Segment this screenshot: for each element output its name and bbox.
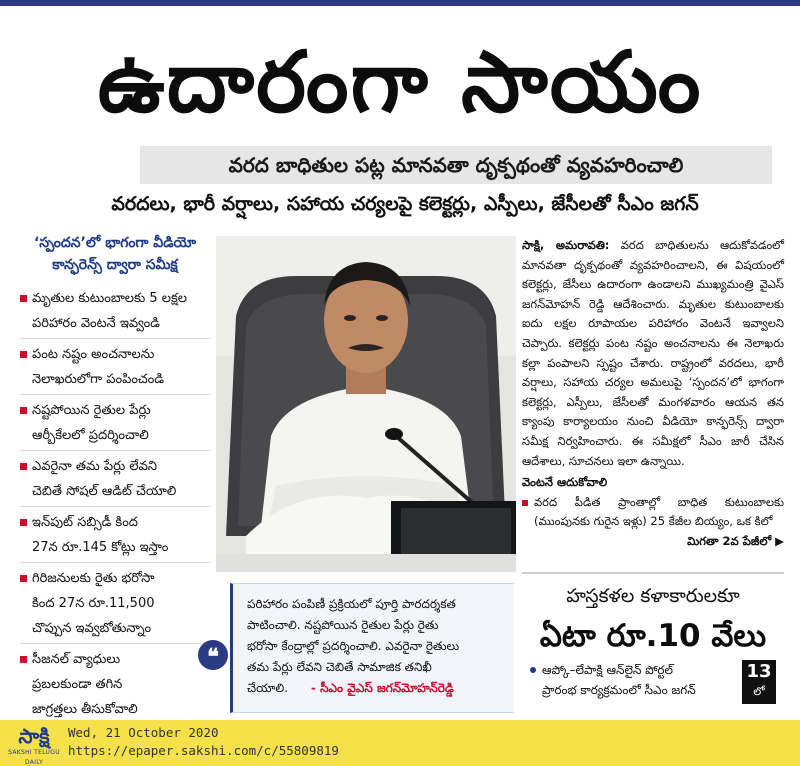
headline: ఉదారంగా సాయం: [97, 33, 703, 131]
bullet-text: నష్టపోయిన రైతుల పేర్లు: [32, 403, 151, 418]
quote-line-last: [247, 678, 504, 699]
quote-attribution: - సీఎం వైఎస్ జగన్‌మోహన్‌రెడ్డి: [310, 681, 454, 695]
article-paragraph: [522, 236, 784, 471]
bullet-text: ఆర్బీకేలలో ప్రదర్శించాలి: [32, 428, 149, 443]
quote-box: [230, 583, 514, 713]
kicker-line-1: ‘స్పందన’లో భాగంగా వీడియో: [33, 235, 197, 251]
page-marker[interactable]: [742, 660, 776, 704]
bullet-text: ఎవరైనా తమ పేర్లు లేవని: [32, 459, 158, 474]
footer-url[interactable]: https://epaper.sakshi.com/c/55809819: [68, 743, 339, 758]
article-body: [522, 236, 784, 552]
bullet-text: గిరిజనులకు రైతు భరోసా: [32, 571, 155, 586]
bullet-text: నెలాఖరులోగా పంపించండి: [32, 372, 165, 387]
page-suffix: లో: [753, 685, 765, 698]
portrait-illustration: [216, 236, 516, 572]
story2-headline-2: ఏటా రూ.10 వేలు: [539, 618, 767, 654]
top-rule: [0, 0, 800, 6]
paragraph-text: వరద బాధితులను ఆదుకోవడంలో మానవతా దృక్పథంతో వ్యవహరించాలని, ఈ విషయంలో కలెక్టర్లు, జేసీలు ఉదారంగా ఉండాలని ముఖ్యమంత్రి వైఎస్ జగన్‌మోహన్ రెడ్డి ఆదేశించారు. మృతుల కుటుంబాలకు ఐదు లక్షల రూపాయల పరిహారం వెంటనే ఇవ్వాలని చెప్పారు. కలెక్టర్లు పంట నష్టం అంచనాలను ఈ నెలాఖరు కల్లా పంపాలని స్పష్టం చేశారు. రాష్ట్రంలో వరదలు, భారీ వర్షాలు, సహాయ చర్యల అమలుపై ‘స్పందన’లో భాగంగా కలెక్టర్లు, ఎస్పీలు, జేసీలతో మంగళవారం ఆయన తన క్యాంపు కార్యాలయం నుంచి వీడియో కాన్ఫరెన్స్ ద్వారా సమీక్ష నిర్వహించారు. ఈ సమీక్షలో సీఎం జారీ చేసిన ఆదేశాలు, సూచనలు ఇలా ఉన్నాయి.: [522, 238, 784, 468]
bullet-text: ఇన్‌పుట్ సబ్సిడీ కింద: [32, 515, 138, 530]
bullet-text: పరిహారం వెంటనే ఇవ్వండి: [32, 316, 160, 331]
logo-subtext: SAKSHI TELUGU DAILY: [8, 749, 60, 766]
kicker: [20, 232, 210, 276]
logo-text: సాక్షి: [18, 724, 50, 748]
quote-line: పరిహారం పంపిణీ ప్రక్రియలో పూర్తి పారదర్శకత: [247, 597, 456, 611]
bullet-text: చెబితే సోషల్ ఆడిట్ చేయాలి: [32, 484, 177, 499]
bullet-item: [20, 398, 210, 451]
footer-info: [68, 724, 339, 760]
bullet-text: మృతుల కుటుంబాలకు 5 లక్షల: [32, 291, 188, 306]
article-subhead: వెంటనే ఆదుకోవాలి: [522, 475, 608, 490]
quote-line: పాటించాలి. నష్టపోయిన రైతుల పేర్లు రైతు: [247, 618, 439, 632]
dateline: సాక్షి, అమరావతి:: [522, 238, 610, 252]
quote-line: చేయాలి.: [247, 681, 289, 695]
quote-line: తమ పేర్లు లేవని చెబితే సామాజిక తనిఖీ: [247, 660, 432, 674]
quote-line: భరోసా కేంద్రాల్లో ప్రదర్శించాలి. ఎవరైనా రైతులు: [247, 639, 460, 653]
story2-bullet: [530, 660, 735, 700]
news-photo: [216, 236, 516, 572]
continued-link[interactable]: మిగతా 2వ పేజీలో ▶: [687, 533, 784, 548]
bullet-item: [20, 510, 210, 563]
bullet-text: పంట నష్టం అంచనాలను: [32, 347, 155, 362]
bullet-text: 27న రూ.145 కోట్లు ఇస్తాం: [32, 540, 169, 555]
article-bullet: వరద పీడిత ప్రాంతాల్లో బాధిత కుటుంబాలకు (ముంపునకు గురైన ఇళ్లు) 25 కేజీల బియ్యం, ఒక కిలో: [522, 493, 784, 532]
bullet-text: చొప్పున ఇవ్వబోతున్నాం: [32, 621, 152, 636]
subheadline-1: వరద బాధితుల పట్ల మానవతా దృక్పథంతో వ్యవహరించాలి: [140, 146, 772, 184]
bullet-item: [20, 454, 210, 507]
page-number: 13: [746, 661, 772, 682]
footer: [0, 720, 800, 766]
bullet-text: జాగ్రత్తలు తీసుకోవాలి: [32, 702, 138, 717]
column-divider: [522, 572, 784, 574]
bullet-item: [20, 647, 210, 724]
quote-mark-icon: ❝: [198, 640, 228, 670]
story2-bullet-line: ఆప్కో–లేపాక్షి ఆన్‌లైన్ పోర్టల్: [542, 663, 674, 677]
bullet-item: [20, 566, 210, 644]
footer-date: Wed, 21 October 2020: [68, 725, 219, 740]
bullet-item: [20, 342, 210, 395]
bullet-item: [20, 286, 210, 339]
story2-bullet-line: ప్రారంభ కార్యక్రమంలో సీఎం జగన్: [542, 683, 696, 697]
subheadline-2: వరదలు, భారీ వర్షాలు, సహాయ చర్యలపై కలెక్టర్లు, ఎస్పీలు, జేసీలతో సీఎం జగన్: [111, 193, 699, 215]
sakshi-logo: [6, 724, 62, 764]
kicker-line-2: కాన్ఫరెన్స్ ద్వారా సమీక్ష: [52, 257, 178, 273]
bullet-text: సీజనల్ వ్యాధులు: [32, 652, 121, 667]
story2-headline-1: హస్తకళల కళాకారులకూ: [566, 585, 740, 607]
bullet-text: ప్రబలకుండా తగిన: [32, 677, 123, 692]
bullet-list: [20, 286, 210, 727]
bullet-text: కింద 27న రూ.11,500: [32, 596, 155, 611]
